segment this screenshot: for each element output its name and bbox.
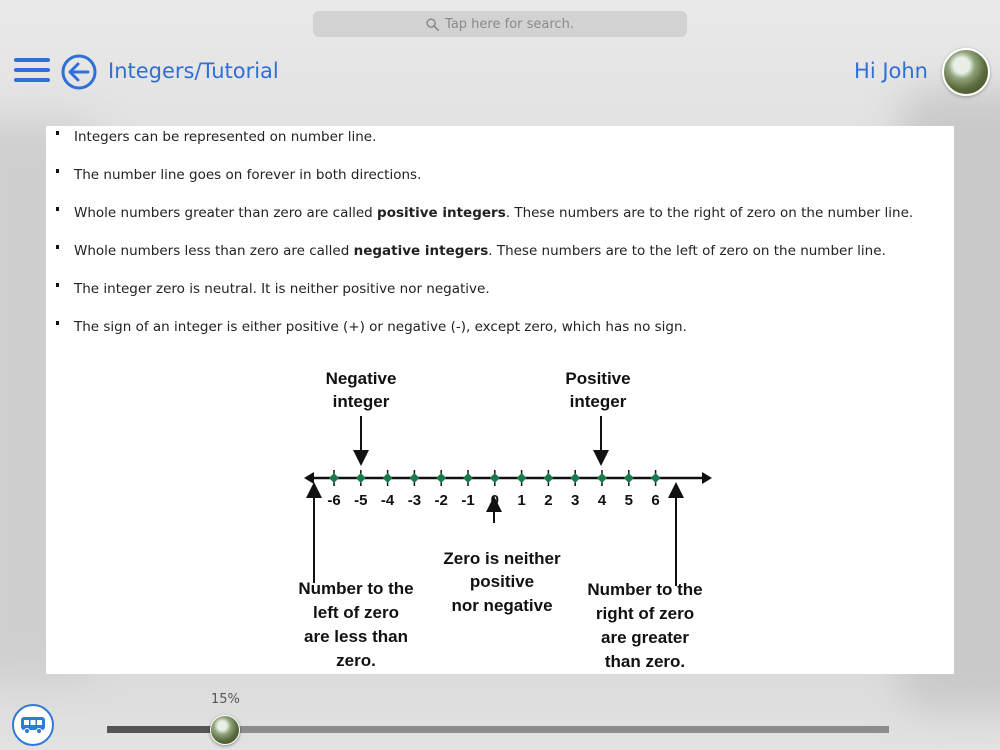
tick-label: -5 bbox=[354, 492, 368, 509]
tick-dot bbox=[383, 473, 393, 483]
back-arrow-icon[interactable] bbox=[61, 54, 97, 90]
bus-icon-glyph bbox=[20, 715, 46, 735]
right-label-line: Number to the bbox=[587, 580, 703, 599]
tick-dot bbox=[570, 473, 580, 483]
list-item: The number line goes on forever in both directions. bbox=[74, 167, 422, 183]
tick-label: 6 bbox=[651, 492, 660, 509]
zero-label-line: Zero is neither bbox=[443, 549, 561, 568]
tick-dot bbox=[624, 473, 634, 483]
tutorial-content bbox=[46, 126, 954, 674]
left-label-line: are less than bbox=[304, 627, 408, 646]
tick-label: 0 bbox=[490, 492, 499, 509]
positive-label-line: integer bbox=[569, 392, 627, 411]
list-item: Integers can be represented on number line. bbox=[74, 129, 377, 145]
left-label-line: zero. bbox=[336, 651, 376, 670]
tick-label: -3 bbox=[407, 492, 422, 509]
tick-label: -4 bbox=[380, 492, 395, 509]
negative-label-line: Negative bbox=[325, 369, 397, 388]
progress-track[interactable] bbox=[107, 726, 889, 733]
header bbox=[0, 48, 1000, 98]
breadcrumb[interactable]: Integers/Tutorial bbox=[108, 59, 279, 83]
progress-thumb[interactable] bbox=[210, 715, 240, 745]
number-line-diagram bbox=[276, 358, 736, 670]
list-item: Whole numbers greater than zero are called positive integers. These numbers are to the right of zero on the number line. bbox=[74, 205, 914, 221]
zero-label-line: nor negative bbox=[451, 596, 553, 615]
right-label-line: right of zero bbox=[595, 604, 695, 623]
left-label-line: Number to the bbox=[298, 579, 414, 598]
right-arrow-icon bbox=[702, 472, 712, 484]
positive-label-line: Positive bbox=[565, 369, 631, 388]
right-label-line: than zero. bbox=[604, 652, 686, 670]
tick-dot bbox=[463, 473, 473, 483]
list-item: The sign of an integer is either positive (+) or negative (-), except zero, which has no sign. bbox=[74, 319, 687, 335]
zero-label-line: positive bbox=[469, 572, 535, 591]
tick-dot bbox=[543, 473, 553, 483]
tick-label: 1 bbox=[517, 492, 526, 509]
tick-label: -1 bbox=[461, 492, 475, 509]
tick-dot bbox=[651, 473, 661, 483]
left-arrow-icon bbox=[304, 472, 314, 484]
tick-dot bbox=[490, 473, 500, 483]
search-icon bbox=[426, 18, 439, 31]
tick-dot bbox=[517, 473, 527, 483]
tick-dot bbox=[409, 473, 419, 483]
right-label-line: are greater bbox=[601, 628, 689, 647]
search-placeholder[interactable]: Tap here for search. bbox=[445, 16, 574, 32]
avatar[interactable] bbox=[942, 48, 990, 96]
tick-label: 2 bbox=[544, 492, 553, 509]
bus-icon[interactable] bbox=[12, 704, 54, 746]
negative-label-line: integer bbox=[332, 392, 390, 411]
tick-dot bbox=[597, 473, 607, 483]
hamburger-icon[interactable] bbox=[14, 58, 50, 86]
tick-dot bbox=[356, 473, 366, 483]
list-item: The integer zero is neutral. It is neither positive nor negative. bbox=[74, 281, 490, 297]
progress-fill bbox=[107, 726, 224, 733]
tick-dot bbox=[329, 473, 339, 483]
tick-label: 5 bbox=[624, 492, 633, 509]
tick-label: 4 bbox=[597, 492, 607, 509]
tick-label: 3 bbox=[571, 492, 580, 509]
progress-label: 15% bbox=[211, 692, 240, 707]
left-label-line: left of zero bbox=[313, 603, 399, 622]
tick-label: -6 bbox=[327, 492, 341, 509]
user-greeting: Hi John bbox=[854, 59, 928, 83]
tick-label: -2 bbox=[434, 492, 448, 509]
list-item: Whole numbers less than zero are called negative integers. These numbers are to the left of zero on the number line. bbox=[74, 243, 886, 259]
tick-dot bbox=[436, 473, 446, 483]
search-bar[interactable] bbox=[313, 11, 687, 37]
